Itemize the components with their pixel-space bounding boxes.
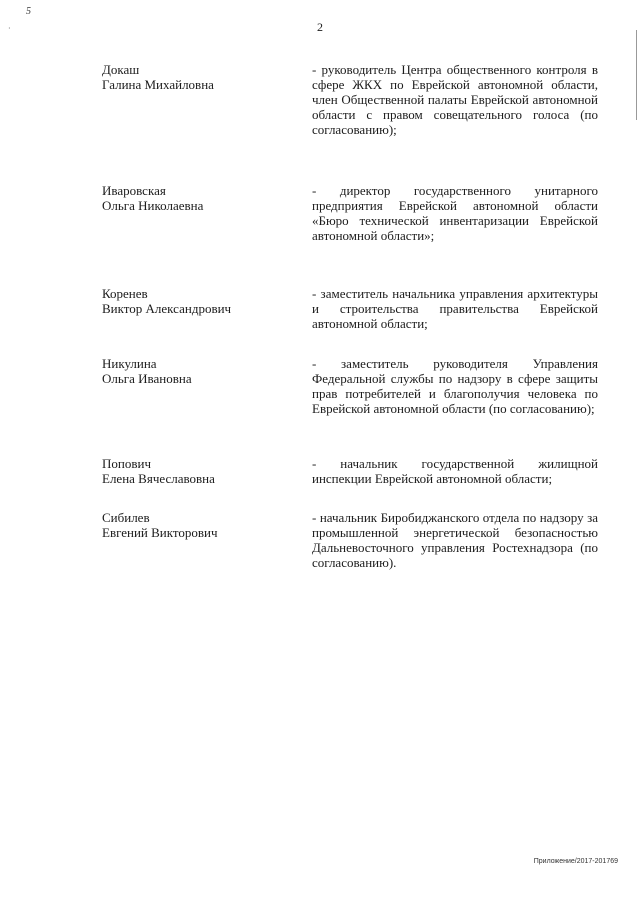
member-name (102, 456, 292, 486)
document-registration-code: Приложение/2017-201769 (533, 858, 618, 865)
member-surname: Попович (102, 456, 151, 471)
member-role: - директор государственного унитарного предприятия Еврейской автономной области «Бюро технической инвентаризации Еврейской автономной области»; (312, 183, 598, 243)
scan-speck: · (8, 24, 11, 33)
scan-edge-line (636, 30, 637, 120)
member-given-names: Ольга Ивановна (102, 371, 192, 386)
page-number: 2 (317, 20, 323, 34)
member-surname: Докаш (102, 62, 140, 77)
member-name (102, 356, 292, 386)
member-role: - начальник Биробиджанского отдела по надзору за промышленной энергетической безопасностью Дальневосточного управления Ростехнадзора (по согласованию). (312, 510, 598, 570)
corner-handwritten-mark: 5 (26, 6, 31, 17)
member-given-names: Елена Вячеславовна (102, 471, 215, 486)
member-surname: Никулина (102, 356, 157, 371)
member-name (102, 286, 292, 316)
member-role: - руководитель Центра общественного контроля в сфере ЖКХ по Еврейской автономной области, член Общественной палаты Еврейской автономной области с правом совещательного голоса (по согласованию); (312, 62, 598, 137)
member-name (102, 510, 292, 540)
member-role: - начальник государственной жилищной инспекции Еврейской автономной области; (312, 456, 598, 486)
member-role: - заместитель руководителя Управления Федеральной службы по надзору в сфере защиты прав потребителей и благополучия человека по Еврейской автономной области (по согласованию); (312, 356, 598, 416)
member-given-names: Евгений Викторович (102, 525, 218, 540)
member-given-names: Галина Михайловна (102, 77, 214, 92)
member-name (102, 62, 292, 92)
member-surname: Иваровская (102, 183, 166, 198)
member-given-names: Ольга Николаевна (102, 198, 204, 213)
member-role: - заместитель начальника управления архитектуры и строительства правительства Еврейской автономной области; (312, 286, 598, 331)
member-surname: Сибилев (102, 510, 150, 525)
member-given-names: Виктор Александрович (102, 301, 232, 316)
member-surname: Коренев (102, 286, 148, 301)
member-name (102, 183, 292, 213)
